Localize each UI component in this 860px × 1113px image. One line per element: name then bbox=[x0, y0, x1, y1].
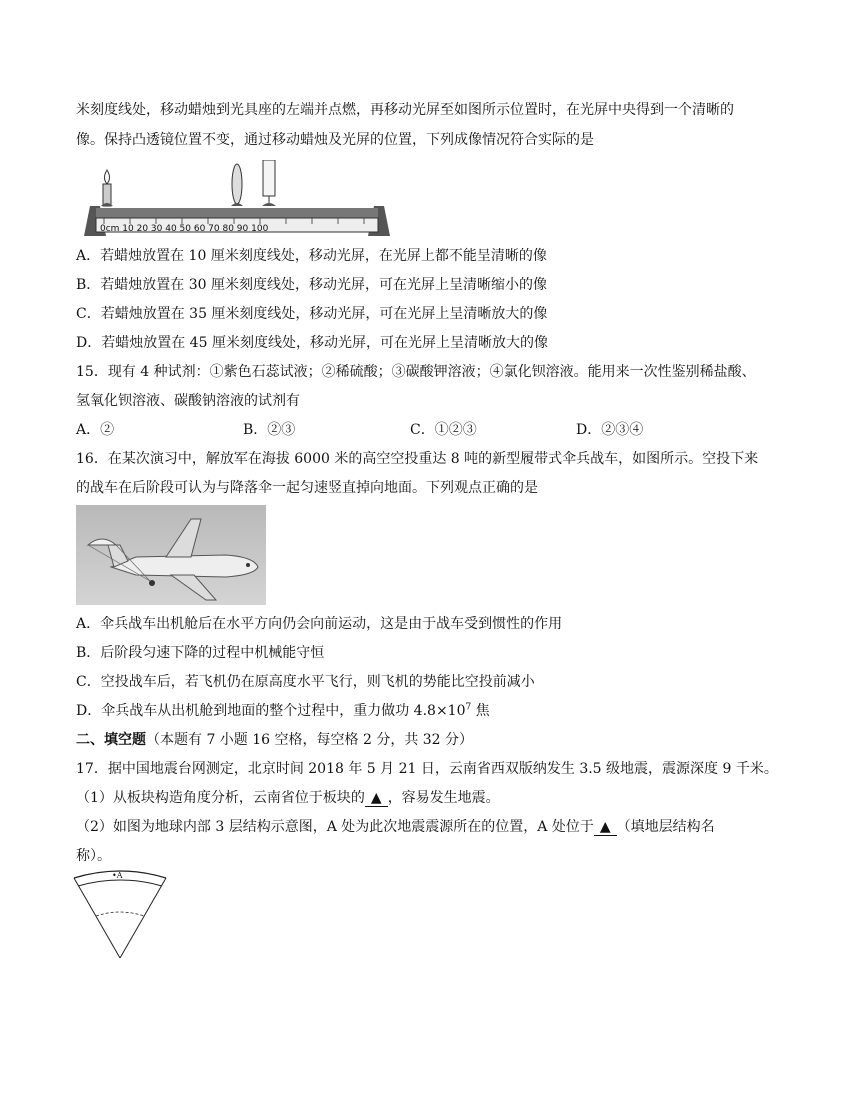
q14-stem-line-1: 米刻度线处，移动蜡烛到光具座的左端并点燃，再移动光屏至如图所示位置时，在光屏中央得到一个清晰的 bbox=[76, 102, 734, 118]
sector-right-edge bbox=[120, 878, 166, 958]
crust-inner-arc bbox=[78, 880, 162, 886]
optical-bench-figure bbox=[76, 160, 406, 240]
q14-option-b: B．若蜡烛放置在 30 厘米刻度线处，移动光屏，可在光屏上呈清晰缩小的像 bbox=[76, 277, 548, 293]
q16-option-b: B．后阶段匀速下降的过程中机械能守恒 bbox=[76, 645, 325, 661]
q17-stem: 17．据中国地震台网测定，北京时间 2018 年 5 月 21 日，云南省西双版纳发生 3.5 级地震，震源深度 9 千米。 bbox=[76, 761, 778, 777]
q17-sub-1-suffix: ，容易发生地震。 bbox=[387, 790, 500, 806]
q16-option-d-text: D．伞兵战车从出机舱到地面的整个过程中，重力做功 4.8×10 bbox=[76, 703, 466, 719]
q15-option-b: B．②③ bbox=[243, 422, 296, 438]
q14-option-d: D．若蜡烛放置在 45 厘米刻度线处，移动光屏，可在光屏上呈清晰放大的像 bbox=[76, 335, 548, 351]
section-2-title: 二、填空题 bbox=[76, 732, 146, 748]
section-2-header bbox=[76, 730, 473, 750]
q16-option-d bbox=[76, 701, 490, 721]
q16-stem-line-2: 的战车在后阶段可认为与降落伞一起匀速竖直掉向地面。下列观点正确的是 bbox=[76, 480, 538, 496]
point-a-label: •A bbox=[112, 871, 123, 880]
q16-option-d-unit: 焦 bbox=[471, 703, 490, 719]
q14-option-a: A．若蜡烛放置在 10 厘米刻度线处，移动光屏，在光屏上都不能呈清晰的像 bbox=[76, 248, 547, 264]
q17-sub-1-text: （1）从板块构造角度分析，云南省位于板块的 bbox=[76, 790, 365, 806]
light-screen-icon bbox=[262, 160, 276, 206]
mantle-core-boundary bbox=[96, 912, 144, 916]
answer-blank-2[interactable]: ▲ bbox=[594, 819, 617, 836]
q16-stem-line-1: 16．在某次演习中，解放军在海拔 6000 米的高空空投重达 8 吨的新型履带式伞兵战车，如图所示。空投下来 bbox=[76, 451, 759, 467]
airplane-airdrop-photo bbox=[76, 505, 266, 605]
q16-option-d-exponent: 7 bbox=[465, 702, 472, 713]
q15-stem-line-1: 15．现有 4 种试剂：①紫色石蕊试液；②稀硫酸；③碳酸钾溶液；④氯化钡溶液。能用来一次性鉴别稀盐酸、 bbox=[76, 364, 756, 380]
q17-sub-2-line-2: 称）。 bbox=[76, 848, 111, 864]
earth-structure-diagram bbox=[70, 866, 170, 966]
q14-stem-line-2: 像。保持凸透镜位置不变，通过移动蜡烛及光屏的位置，下列成像情况符合实际的是 bbox=[76, 132, 594, 148]
q17-sub-2-text: （2）如图为地球内部 3 层结构示意图，A 处为此次地震震源所在的位置，A 处位于 bbox=[76, 819, 594, 835]
q15-option-a: A．② bbox=[76, 422, 115, 438]
section-2-note: （本题有 7 小题 16 空格，每空格 2 分，共 32 分） bbox=[146, 732, 474, 748]
q17-sub-2 bbox=[76, 817, 715, 837]
candle-icon bbox=[101, 170, 113, 206]
q14-option-c: C．若蜡烛放置在 35 厘米刻度线处，移动光屏，可在光屏上呈清晰放大的像 bbox=[76, 306, 548, 322]
q16-option-a: A．伞兵战车出机舱后在水平方向仍会向前运动，这是由于战车受到惯性的作用 bbox=[76, 616, 563, 632]
q15-option-c: C．①②③ bbox=[410, 422, 477, 438]
q17-sub-2-suffix: （填地层结构名 bbox=[616, 819, 715, 835]
q15-stem-line-2: 氢氧化钡溶液、碳酸钠溶液的试剂有 bbox=[76, 393, 300, 409]
bench-rail bbox=[96, 208, 378, 218]
scale-label: 0cm 10 20 30 40 50 60 70 80 90 100 bbox=[100, 224, 269, 234]
q15-option-d: D．②③④ bbox=[576, 422, 644, 438]
sector-left-edge bbox=[74, 878, 120, 958]
convex-lens-icon bbox=[231, 164, 243, 206]
q16-option-c: C．空投战车后，若飞机仍在原高度水平飞行，则飞机的势能比空投前减小 bbox=[76, 674, 535, 690]
q17-sub-1 bbox=[76, 788, 500, 808]
answer-blank-1[interactable]: ▲ bbox=[365, 790, 388, 807]
